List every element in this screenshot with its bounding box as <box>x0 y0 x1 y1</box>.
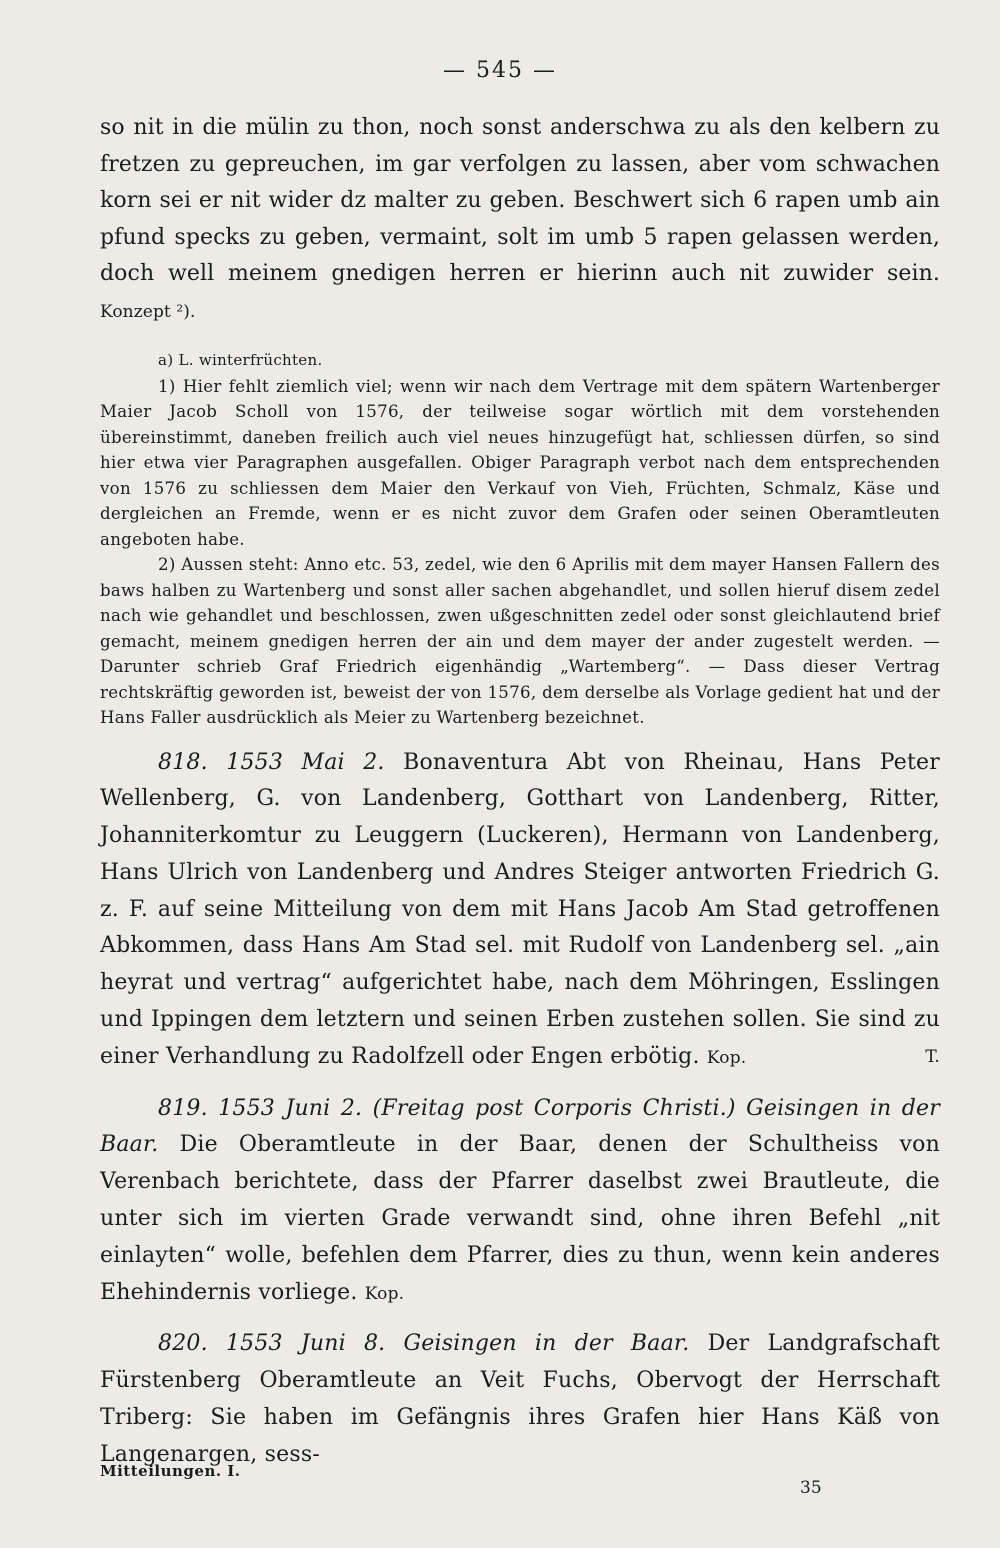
continuation-paragraph <box>100 110 940 330</box>
entry-820-body: Der Landgrafschaft Fürstenberg Oberamtleute an Veit Fuchs, Obervogt der Herrschaft Triberg: Sie haben im Gefängnis ihres Grafen hier Hans Käß von Langenargen, sess- <box>100 1331 940 1467</box>
footnotes <box>100 348 940 731</box>
page-number: — 545 — <box>443 58 557 83</box>
footer-sheet-number: 35 <box>800 1478 822 1498</box>
continuation-text: so nit in die mülin zu thon, noch sonst anderschwa zu als den kelbern zu fretzen zu gepreuchen, im gar verfolgen zu lassen, aber vom schwachen korn sei er nit wider dz malter zu geben. Beschwert sich 6 rapen umb ain pfund specks zu geben, vermaint, solt im umb 5 rapen gelassen werden, doch well meinem gnedigen herren er hierinn auch nit zuwider sein. <box>100 115 940 286</box>
text-column <box>100 110 940 1474</box>
entry-818-source: Kop. <box>706 1047 747 1068</box>
footnote-2: 2) Aussen steht: Anno etc. 53, zedel, wie den 6 Aprilis mit dem mayer Hansen Fallern des baws halben zu Wartenberg und sonst aller sachen abgehandlet, und sollen hieruf disem zedel nach wie gehandlet und beschlossen, zwen ußgeschnitten zedel oder sonst gleichlautend brief gemacht, meinem gnedigen herren der ain und dem mayer der ander zugestelt werden. — Darunter schrieb Graf Friedrich eigenhändig „Wartemberg“. — Dass dieser Vertrag rechtskräftig geworden ist, beweist der von 1576, dem derselbe als Vorlage gedient hat und der Hans Faller ausdrücklich als Meier zu Wartenberg bezeichnet. <box>100 555 940 727</box>
continuation-source: Konzept ²). <box>100 301 196 322</box>
entry-820 <box>100 1326 940 1473</box>
footnote-a: a) L. winterfrüchten. <box>158 351 323 369</box>
entry-818-body: Bonaventura Abt von Rheinau, Hans Peter Wellenberg, G. von Landenberg, Gotthart von Landenberg, Ritter, Johanniterkomtur zu Leuggern (Luckeren), Hermann von Landenberg, Hans Ulrich von Landenberg und Andres Steiger antworten Friedrich G. z. F. auf seine Mitteilung von dem mit Hans Jacob Am Stad getroffenen Abkommen, dass Hans Am Stad sel. mit Rudolf von Landenberg sel. „ain heyrat und vertrag“ aufgerichtet habe, nach dem Möhringen, Esslingen und Ippingen dem letztern und seinen Erben zustehen sollen. Sie sind zu einer Verhandlung zu Radolfzell oder Engen erbötig. <box>100 749 940 1069</box>
entry-819-source: Kop. <box>364 1283 405 1304</box>
footnote-1: 1) Hier fehlt ziemlich viel; wenn wir nach dem Vertrage mit dem spätern Wartenberger Maier Jacob Scholl von 1576, der teilweise sogar wörtlich mit dem vorstehenden übereinstimmt, daneben freilich auch viel neues hinzugefügt hat, schliessen dürfen, so sind hier etwa vier Paragraphen ausgefallen. Obiger Paragraph verbot nach dem entsprechenden von 1576 zu schliessen dem Maier den Verkauf von Vieh, Früchten, Schmalz, Käse und dergleichen an Fremde, wenn er es nicht zuvor dem Grafen oder seinen Oberamtleuten angeboten habe. <box>100 376 940 549</box>
entry-819 <box>100 1091 940 1313</box>
entry-820-head: 820. 1553 Juni 8. Geisingen in der Baar. <box>158 1331 690 1357</box>
footer-series: Mitteilungen. I. <box>100 1462 241 1480</box>
entry-819-head: 819. 1553 Juni 2. (Freitag post Corporis Christi.) Geisingen in der Baar. <box>100 1095 940 1158</box>
entry-818-head: 818. 1553 Mai 2. <box>158 749 385 775</box>
entry-818-initials: T. <box>925 1046 940 1067</box>
entry-819-body: Die Oberamtleute in der Baar, denen der Schultheiss von Verenbach berichtete, dass der Pfarrer daselbst zwei Brautleute, die unter sich im vierten Grade verwandt sind, ohne ihren Befehl „nit einlayten“ wolle, befehlen dem Pfarrer, dies zu thun, wenn kein anderes Ehehindernis vorliege. <box>100 1132 940 1305</box>
entry-818 <box>100 745 940 1077</box>
